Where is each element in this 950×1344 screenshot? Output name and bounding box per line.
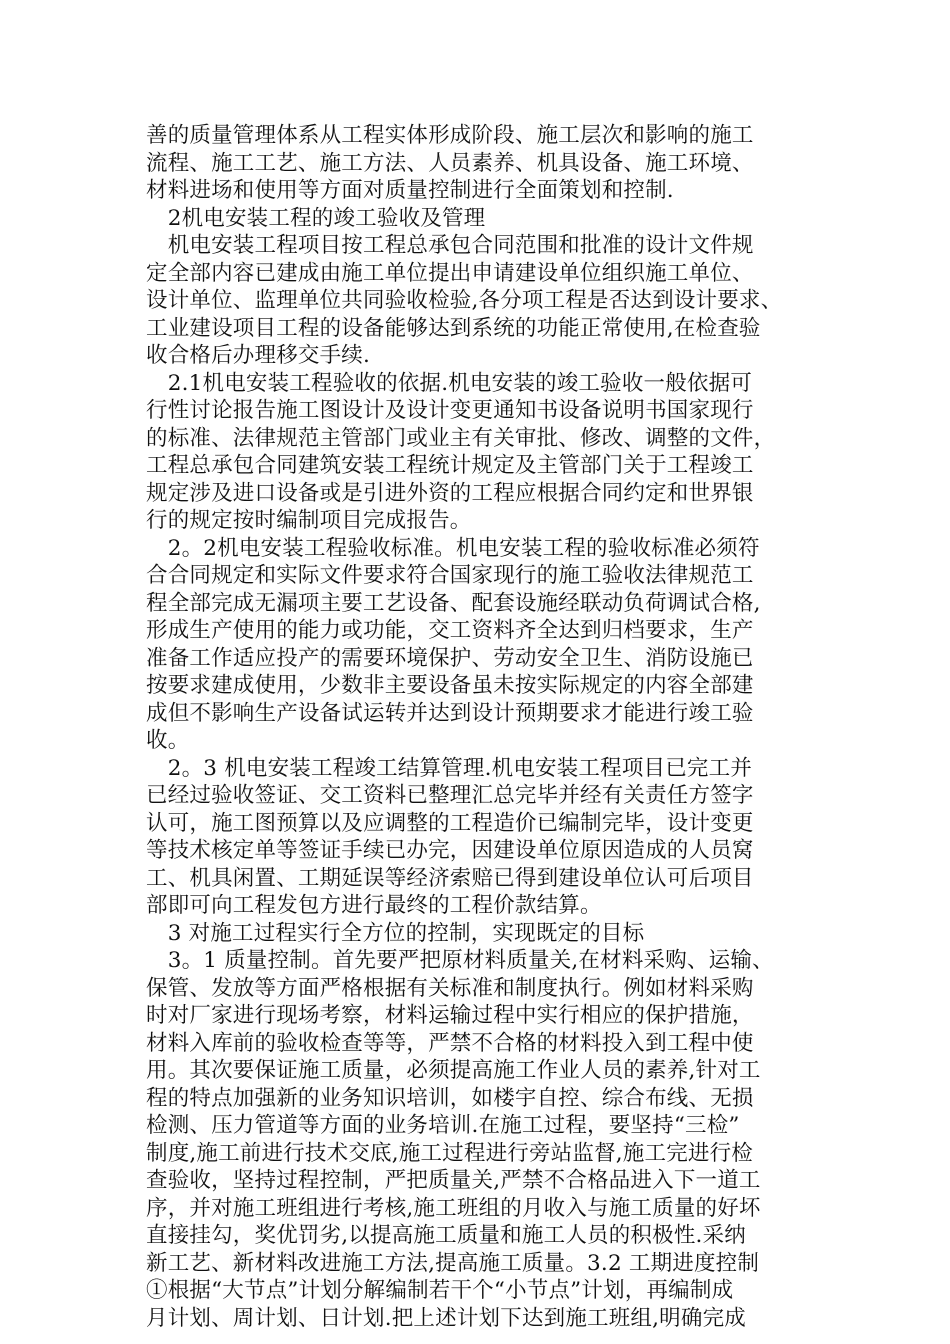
text-line: 直接挂勾，奖优罚劣,以提高施工质量和施工人员的积极性.采纳 — [146, 1223, 746, 1248]
text-line: 等技术核定单等签证手续已办完，因建设单位原因造成的人员窝 — [146, 838, 754, 863]
text-line: 的标准、法律规范主管部门或业主有关审批、修改、调整的文件， — [146, 425, 776, 451]
text-line: 月计划、周计划、日计划.把上述计划下达到施工班组,明确完成 — [146, 1305, 746, 1331]
text-line: 制度,施工前进行技术交底,施工过程进行旁站监督,施工完进行检 — [146, 1140, 754, 1166]
text-line: 时对厂家进行现场考察，材料运输过程中实行相应的保护措施， — [146, 1003, 754, 1028]
text-line: 程全部完成无漏项主要工艺设备、配套设施经联动负荷调试合格, — [146, 590, 761, 616]
text-line: 收。 — [146, 728, 190, 753]
text-line: 按要求建成使用，少数非主要设备虽未按实际规定的内容全部建 — [146, 673, 754, 698]
text-line: 设计单位、监理单位共同验收检验,各分项工程是否达到设计要求、 — [146, 288, 783, 313]
text-line: 检测、压力管道等方面的业务培训.在施工过程，要坚持“三检” — [146, 1113, 740, 1138]
text-line: 2。2机电安装工程验收标准。机电安装工程的验收标准必须符 — [146, 535, 760, 561]
text-line: 行的规定按时编制项目完成报告。 — [146, 508, 472, 533]
text-line: 3。1 质量控制。首先要严把原材料质量关,在材料采购、运输、 — [146, 948, 774, 973]
text-line: 形成生产使用的能力或功能，交工资料齐全达到归档要求，生产 — [146, 618, 754, 643]
text-line: 新工艺、新材料改进施工方法,提高施工质量。3.2 工期进度控制 — [146, 1250, 760, 1276]
text-line: 工程总承包合同建筑安装工程统计规定及主管部门关于工程竣工 — [146, 453, 754, 478]
text-line: 序，并对施工班组进行考核,施工班组的月收入与施工质量的好坏 — [146, 1195, 761, 1221]
text-line: 部即可向工程发包方进行最终的工程价款结算。 — [146, 893, 602, 918]
text-line: 收合格后办理移交手续. — [146, 343, 371, 368]
text-line: 认可，施工图预算以及应调整的工程造价已编制完毕，设计变更 — [146, 810, 754, 836]
text-line: 准备工作适应投产的需要环境保护、劳动安全卫生、消防设施已 — [146, 645, 754, 671]
text-line: 保管、发放等方面严格根据有关标准和制度执行。例如材料采购 — [146, 975, 754, 1001]
text-line: 已经过验收签证、交工资料已整理汇总完毕并经有关责任方签字 — [146, 783, 754, 808]
text-line: 材料进场和使用等方面对质量控制进行全面策划和控制. — [146, 178, 674, 203]
text-line: 工业建设项目工程的设备能够达到系统的功能正常使用,在检查验 — [146, 315, 761, 341]
text-line: 合合同规定和实际文件要求符合国家现行的施工验收法律规范工 — [146, 563, 754, 588]
text-line: 程的特点加强新的业务知识培训，如楼宇自控、综合布线、无损 — [146, 1085, 754, 1111]
text-line: 善的质量管理体系从工程实体形成阶段、施工层次和影响的施工 — [146, 123, 754, 148]
text-line: 定全部内容已建成由施工单位提出申请建设单位组织施工单位、 — [146, 260, 754, 286]
text-line: 2.1机电安装工程验收的依据.机电安装的竣工验收一般依据可 — [146, 370, 753, 396]
text-line: ①根据“大节点”计划分解编制若干个“小节点”计划，再编制成 — [146, 1278, 734, 1303]
body-text — [146, 122, 786, 1332]
text-line: 规定涉及进口设备或是引进外资的工程应根据合同约定和世界银 — [146, 480, 754, 506]
text-line: 成但不影响生产设备试运转并达到设计预期要求才能进行竣工验 — [146, 700, 754, 726]
text-line: 2机电安装工程的竣工验收及管理 — [146, 205, 486, 231]
text-line: 2。3 机电安装工程竣工结算管理.机电安装工程项目已完工并 — [146, 755, 753, 781]
text-line: 行性讨论报告施工图设计及设计变更通知书设备说明书国家现行 — [146, 398, 754, 423]
text-line: 工、机具闲置、工期延误等经济索赔已得到建设单位认可后项目 — [146, 865, 754, 891]
text-line: 流程、施工工艺、施工方法、人员素养、机具设备、施工环境、 — [146, 150, 754, 176]
text-line: 查验收，坚持过程控制，严把质量关,严禁不合格品进入下一道工 — [146, 1168, 761, 1193]
text-line: 3 对施工过程实行全方位的控制，实现既定的目标 — [146, 920, 645, 946]
text-line: 材料入库前的验收检查等等，严禁不合格的材料投入到工程中使 — [146, 1030, 754, 1056]
text-line: 用。其次要保证施工质量，必须提高施工作业人员的素养,针对工 — [146, 1058, 761, 1083]
text-line: 机电安装工程项目按工程总承包合同范围和批准的设计文件规 — [146, 233, 754, 258]
